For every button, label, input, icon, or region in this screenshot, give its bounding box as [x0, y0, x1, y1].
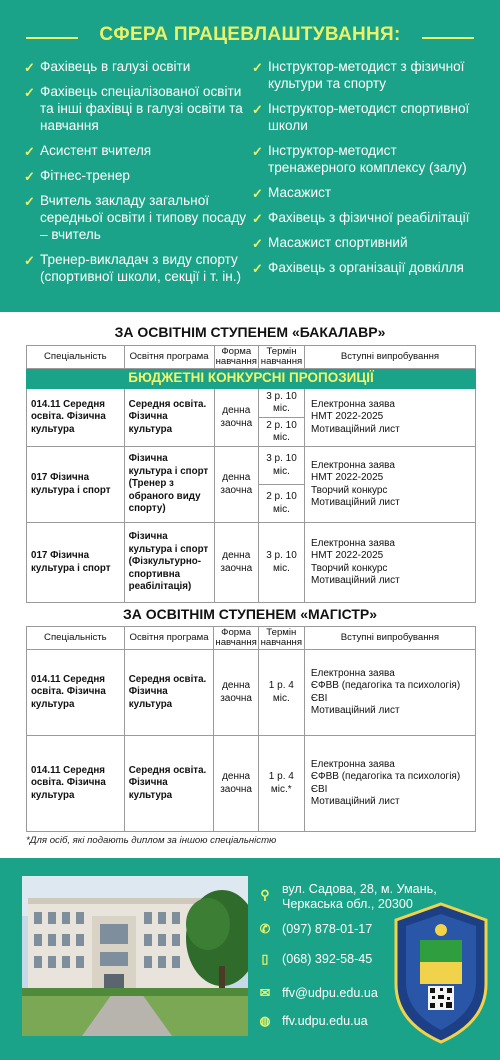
career-item: ✓ Фітнес-тренер: [24, 168, 130, 184]
globe-icon: ◍: [259, 1014, 271, 1028]
career-item: ✓ Вчитель закладу загальної середньої освіти і типову посаду – вчитель: [24, 193, 247, 242]
cell-specialty: 014.11 Середня освіта. Фізична культура: [27, 736, 125, 832]
bachelor-title: ЗА ОСВІТНІМ СТУПЕНЕМ «БАКАЛАВР»: [114, 324, 386, 340]
career-list-right: [252, 58, 488, 284]
check-icon: ✓: [252, 186, 263, 201]
cell-term: 2 р. 10 міс.: [259, 418, 305, 447]
career-item: ✓ Масажист: [252, 185, 332, 201]
bachelor-table: [26, 345, 476, 603]
cell-exams: Електронна заява НМТ 2022-2025 Мотиваційний лист: [304, 389, 475, 447]
cell-term: 1 р. 4 міс.: [258, 650, 304, 736]
career-item: ✓ Асистент вчителя: [24, 143, 152, 159]
header-specialty: Спеціальність: [27, 346, 125, 369]
cell-program: Середня освіта. Фізична культура: [124, 650, 214, 736]
phone-icon: ✆: [259, 922, 271, 936]
cell-specialty: 014.11 Середня освіта. Фізична культура: [27, 389, 125, 447]
career-list-left: [24, 58, 254, 293]
cell-term: 3 р. 10 міс.: [259, 447, 305, 485]
cell-specialty: 017 Фізична культура і спорт: [27, 523, 125, 603]
cell-program: Фізична культура і спорт (Тренер з обраного виду спорту): [124, 447, 214, 523]
cell-program: Фізична культура і спорт (Фізкультурно-спортивна реабілітація): [124, 523, 214, 603]
career-title: СФЕРА ПРАЦЕВЛАШТУВАННЯ:: [99, 24, 401, 45]
faculty-emblem-logo: [388, 900, 494, 1046]
header-form: Форма навчання: [215, 627, 257, 648]
cell-form: денна заочна: [214, 389, 258, 447]
title-divider-right: [422, 37, 474, 39]
master-title: ЗА ОСВІТНІМ СТУПЕНЕМ «МАГІСТР»: [122, 606, 378, 622]
cell-exams: Електронна заява ЄФВВ (педагогіка та психологія) ЄВІ Мотиваційний лист: [304, 736, 475, 832]
career-item: ✓ Масажист спортивний: [252, 235, 408, 251]
career-item: ✓ Фахівець спеціалізованої освіти та інші фахівці в галузі освіти та навчання: [24, 84, 243, 133]
cell-form: денна заочна: [214, 447, 258, 523]
cell-form: денна заочна: [214, 523, 258, 603]
header-term: Термін навчання: [258, 627, 304, 650]
check-icon: ✓: [24, 60, 35, 75]
header-term: Термін навчання: [259, 346, 305, 369]
cell-term: 3 р. 10 міс.: [259, 523, 305, 603]
check-icon: ✓: [24, 144, 35, 159]
table-row: [27, 736, 476, 832]
career-item: ✓ Інструктор-методист тренажерного комплексу (залу): [252, 143, 467, 175]
table-header-row: [27, 627, 476, 650]
header-program: Освітня програма: [124, 346, 214, 369]
mobile-icon: ▯: [261, 952, 269, 966]
check-icon: ✓: [24, 253, 35, 268]
career-item: ✓ Фахівець в галузі освіти: [24, 59, 191, 75]
career-item: ✓ Фахівець з організації довкілля: [252, 260, 464, 276]
building-illustration: [22, 876, 248, 1036]
career-item: ✓ Інструктор-методист з фізичної культури та спорту: [252, 59, 465, 91]
cell-program: Середня освіта. Фізична культура: [124, 389, 214, 447]
cell-exams: Електронна заява НМТ 2022-2025 Творчий конкурс Мотиваційний лист: [304, 447, 475, 523]
check-icon: ✓: [252, 236, 263, 251]
career-item: ✓ Інструктор-методист спортивної школи: [252, 101, 470, 133]
table-row: [27, 650, 476, 736]
university-building-photo: [22, 876, 248, 1036]
cell-specialty: 014.11 Середня освіта. Фізична культура: [27, 650, 125, 736]
header-specialty: Спеціальність: [27, 627, 125, 650]
table-row: [27, 447, 476, 485]
table-row: [27, 389, 476, 418]
cell-form: денна заочна: [214, 650, 258, 736]
table-row: [27, 523, 476, 603]
check-icon: ✓: [252, 102, 263, 117]
check-icon: ✓: [24, 85, 35, 100]
cell-term: 3 р. 10 міс.: [259, 389, 305, 418]
career-item: ✓ Тренер-викладач з виду спорту (спортивної школи, секції і т. ін.): [24, 252, 242, 284]
budget-label: БЮДЖЕТНІ КОНКУРСНІ ПРОПОЗИЦІЇ: [27, 369, 476, 389]
header-program: Освітня програма: [124, 627, 214, 650]
cell-term: 1 р. 4 міс.*: [258, 736, 304, 832]
check-icon: ✓: [252, 211, 263, 226]
career-section: [0, 0, 500, 312]
budget-row: [27, 369, 476, 389]
email-icon: ✉: [259, 986, 271, 1000]
cell-term: 2 р. 10 міс.: [259, 485, 305, 523]
cell-specialty: 017 Фізична культура і спорт: [27, 447, 125, 523]
check-icon: ✓: [252, 144, 263, 159]
check-icon: ✓: [24, 169, 35, 184]
cell-form: денна заочна: [214, 736, 258, 832]
header-form: Форма навчання: [215, 346, 257, 367]
cell-exams: Електронна заява ЄФВВ (педагогіка та психологія) ЄВІ Мотиваційний лист: [304, 650, 475, 736]
career-item: ✓ Фахівець з фізичної реабілітації: [252, 210, 470, 226]
header-exams: Вступні випробування: [304, 346, 475, 369]
master-table: [26, 626, 476, 832]
table-header-row: [27, 346, 476, 369]
check-icon: ✓: [252, 261, 263, 276]
cell-exams: Електронна заява НМТ 2022-2025 Творчий конкурс Мотиваційний лист: [304, 523, 475, 603]
emblem-shield: [388, 900, 494, 1046]
check-icon: ✓: [24, 194, 35, 209]
location-pin-icon: ⚲: [260, 888, 270, 902]
footnote: *Для осіб, які подають диплом за іншою спеціальністю: [26, 835, 277, 846]
check-icon: ✓: [252, 60, 263, 75]
cell-program: Середня освіта. Фізична культура: [124, 736, 214, 832]
header-exams: Вступні випробування: [304, 627, 475, 650]
